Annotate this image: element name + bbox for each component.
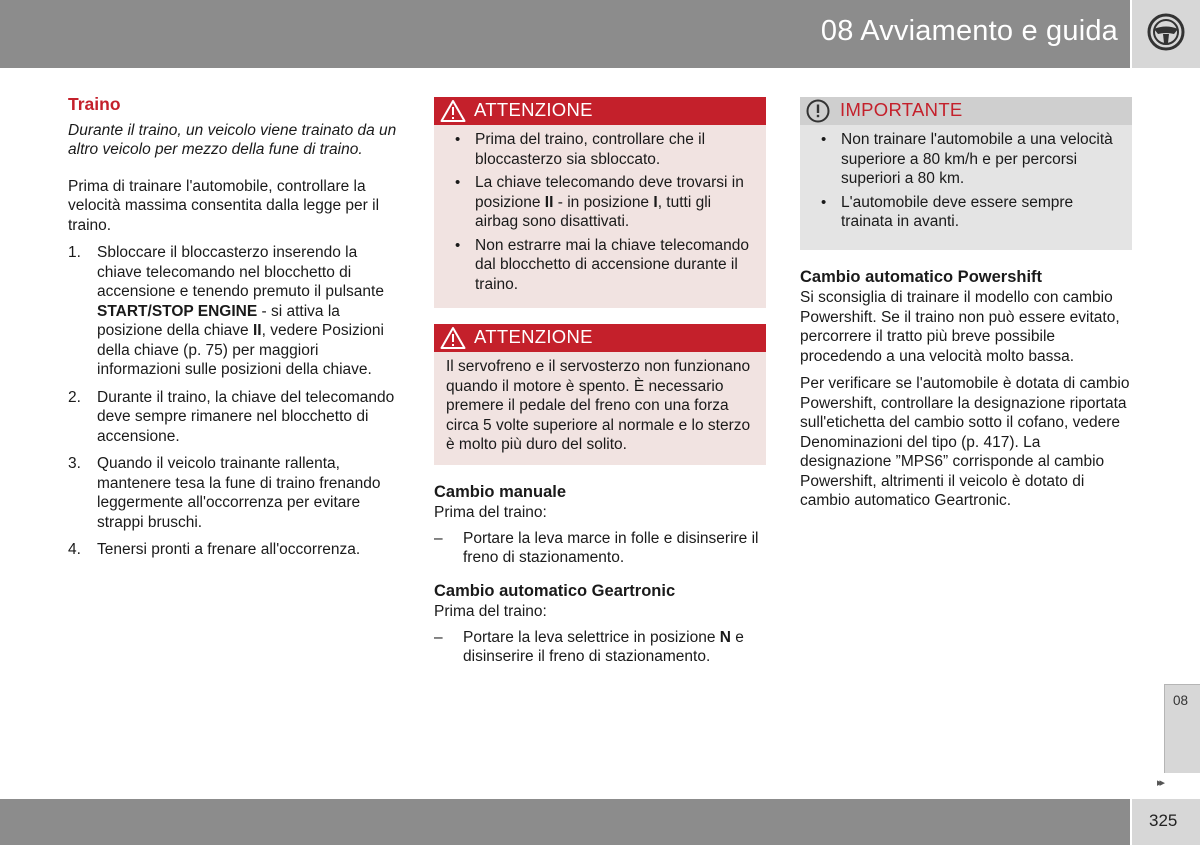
step-text: Tenersi pronti a frenare all'occorrenza. (97, 541, 361, 558)
chapter-icon-box (1132, 0, 1200, 68)
warning-text: La chiave telecomando deve trovarsi in posizione (475, 174, 744, 211)
column-warnings (434, 97, 766, 667)
dash-list (434, 628, 766, 667)
step-text: - si attiva la posizione della chiave (97, 302, 340, 339)
section-title: Traino (68, 94, 121, 114)
lead-text: Prima del traino: (434, 603, 547, 620)
warning-box (434, 324, 766, 465)
list-item (812, 193, 1120, 232)
list-item (434, 529, 766, 568)
warning-body (434, 125, 766, 308)
list-item (812, 130, 1120, 189)
important-title: IMPORTANTE (840, 99, 963, 120)
warning-body (434, 352, 766, 465)
page-number: 325 (1149, 811, 1178, 830)
item-text: e disinserire il freno di stazionamento. (463, 628, 744, 665)
dash: – (434, 529, 443, 547)
column-towing (68, 92, 398, 568)
warning-text: Il servofreno e il servosterzo non funzionano quando il motore è spento. È necessario premere il pedale del freno con una forza circa 5 volte superiore al normale e lo sterzo è molto più duro del solito. (446, 358, 751, 453)
bullet: • (821, 131, 827, 148)
column-important (800, 97, 1132, 519)
important-box (800, 97, 1132, 250)
subsection-title: Cambio automatico Powershift (800, 267, 1043, 286)
warning-text: , tutti gli airbag sono disattivati. (475, 193, 712, 230)
list-item (68, 388, 398, 447)
warning-triangle-icon (440, 326, 466, 350)
step-bold: START/STOP ENGINE (97, 302, 258, 320)
page-footer (0, 799, 1130, 845)
subsection-title: Cambio automatico Geartronic (434, 581, 676, 600)
list-item (446, 130, 754, 169)
lead-text: Prima del traino: (434, 504, 547, 521)
page-header (0, 0, 1130, 68)
dash-list (434, 529, 766, 568)
bullet: • (455, 174, 461, 191)
warning-text: Non estrarre mai la chiave telecomando dal blocchetto di accensione durante il traino. (475, 236, 749, 293)
warning-bold: I (653, 193, 658, 211)
paragraph: Per verificare se l'automobile è dotata di cambio Powershift, controllare la designazione riportata sull'etichetta del cambio sotto il cofano, vedere Denominazioni del tipo (p. 417). La designazione ”MPS6” corrisponde al cambio Powershift, altrimenti il veicolo è dotato di cambio automatico Geartronic. (800, 375, 1130, 509)
important-body (800, 125, 1132, 250)
chapter-title: 08 Avviamento e guida (820, 15, 1118, 47)
important-text: L'automobile deve essere sempre trainata in avanti. (841, 193, 1074, 230)
next-page-indicator: ▸▸ (1157, 777, 1163, 789)
warning-text: Prima del traino, controllare che il bloccasterzo sia sbloccato. (475, 131, 706, 168)
step-number: 4. (68, 541, 81, 558)
item-text: Portare la leva selettrice in posizione (463, 628, 720, 646)
chapter-tab (1164, 684, 1200, 773)
step-number: 1. (68, 244, 81, 261)
list-item (68, 540, 398, 560)
warning-header (434, 97, 766, 125)
warning-text: - in posizione (553, 193, 654, 211)
dash: – (434, 628, 443, 646)
step-number: 2. (68, 388, 81, 406)
warning-box (434, 97, 766, 308)
item-text: Portare la leva marce in folle e disinserire il freno di stazionamento. (463, 529, 759, 566)
bullet: • (455, 131, 461, 148)
list-item (434, 628, 766, 667)
warning-bold: II (544, 193, 554, 211)
item-bold: N (719, 628, 731, 646)
list-item (68, 454, 398, 532)
warning-triangle-icon (440, 99, 466, 123)
step-text: Quando il veicolo trainante rallenta, mantenere tesa la fune di traino frenando leggermente all'occorrenza per evitare strappi bruschi. (97, 455, 381, 531)
bullet: • (821, 193, 827, 211)
important-text: Non trainare l'automobile a una velocità superiore a 80 km/h e per percorsi superiori a 80 km. (841, 131, 1113, 187)
bullet: • (455, 236, 461, 254)
list-item (446, 236, 754, 295)
paragraph: Prima di trainare l'automobile, controllare la velocità massima consentita dalla legge per il traino. (68, 177, 380, 234)
exclamation-circle-icon (806, 99, 830, 123)
warning-title: ATTENZIONE (474, 326, 593, 347)
step-text: Sbloccare il bloccasterzo inserendo la chiave telecomando nel blocchetto di accensione e tenendo premuto il pulsante (97, 244, 384, 300)
list-item (446, 173, 754, 232)
step-text: Durante il traino, la chiave del telecomando deve sempre rimanere nel blocchetto di accensione. (97, 388, 395, 445)
chapter-tab-label: 08 (1173, 693, 1189, 708)
page-number-box (1132, 799, 1200, 845)
list-item (68, 243, 398, 380)
intro-text: Durante il traino, un veicolo viene trainato da un altro veicolo per mezzo della fune di traino. (68, 121, 397, 158)
subsection-title: Cambio manuale (434, 482, 567, 501)
step-bold: II (252, 322, 262, 339)
step-text: , vedere Posizioni della chiave (p. 75) per maggiori informazioni sulle posizioni della chiave. (97, 322, 384, 378)
paragraph: Si sconsiglia di trainare il modello con cambio Powershift. Se il traino non può essere evitato, percorrere il tratto più breve possibile procedendo a una velocità molto bassa. (800, 289, 1120, 365)
warning-header (434, 324, 766, 352)
step-number: 3. (68, 455, 81, 472)
steering-wheel-icon (1146, 12, 1186, 52)
warning-title: ATTENZIONE (474, 99, 593, 120)
steps-list (68, 243, 398, 560)
important-header (800, 97, 1132, 125)
